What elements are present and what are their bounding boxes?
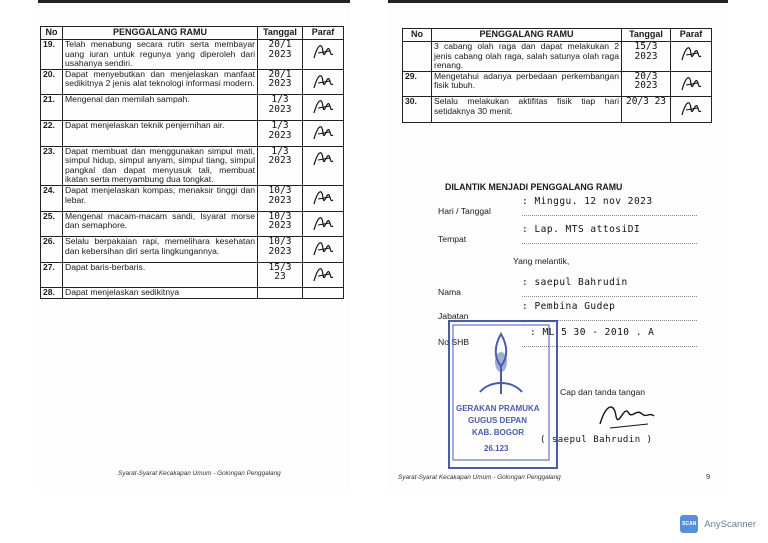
scout-stamp: [448, 320, 558, 469]
header-date: Tanggal: [258, 27, 303, 40]
paraf-signature-icon: [680, 72, 702, 94]
header-sign: Paraf: [671, 29, 712, 42]
header-sign: Paraf: [303, 27, 344, 40]
left-skill-table: [40, 26, 344, 299]
stamp-line-1: GERAKAN PRAMUKA: [456, 404, 540, 413]
row-text: Mengenal dan memilah sampah.: [63, 95, 258, 121]
table-row: [41, 120, 344, 146]
stamp-line-2: GUGUS DEPAN: [468, 416, 527, 425]
row-paraf: [303, 146, 344, 185]
row-date: 1/3 2023: [258, 146, 303, 185]
row-date: 20/1 2023: [258, 40, 303, 70]
row-text: Selalu melakukan aktifitas fisik tiap hari setidaknya 30 menit.: [432, 97, 622, 123]
row-paraf: [303, 40, 344, 70]
row-text: Dapat menyebutkan dan menjelaskan manfaat sedikitnya 2 jenis alat teknologi informasi modern.: [63, 69, 258, 95]
paraf-signature-icon: [312, 121, 334, 143]
right-skill-table: [402, 28, 712, 123]
table-header-row: [403, 29, 712, 42]
date-value: : Minggu. 12 nov 2023: [522, 196, 653, 207]
row-number: [403, 42, 432, 72]
row-paraf: [303, 262, 344, 288]
table-row: [41, 211, 344, 237]
sign-label: Cap dan tanda tangan: [560, 387, 646, 397]
row-paraf: [303, 95, 344, 121]
paraf-signature-icon: [680, 42, 702, 64]
row-text: Mengetahui adanya perbedaan perkembangan fisik tubuh.: [432, 71, 622, 97]
row-date: 20/3 23: [622, 97, 671, 123]
row-paraf: [303, 185, 344, 211]
table-row: [41, 95, 344, 121]
row-text: Dapat menjelaskan kompas, menaksir tinggi dan lebar.: [63, 185, 258, 211]
row-text: Dapat menjelaskan sedikitnya: [63, 288, 258, 299]
row-text: Selalu berpakaian rapi, memelihara kesehatan dan kebersihan diri serta lingkungannya.: [63, 237, 258, 263]
position-label: Jabatan: [438, 311, 469, 321]
row-text: Mengenal macam-macam sandi, Isyarat morse dan semaphore.: [63, 211, 258, 237]
name-line: [522, 296, 697, 297]
paraf-signature-icon: [312, 95, 334, 117]
row-date: 15/3 2023: [622, 42, 671, 72]
row-number: 27.: [41, 262, 63, 288]
row-number: 30.: [403, 97, 432, 123]
stamp-line-3: KAB. BOGOR: [472, 428, 524, 437]
row-paraf: [303, 288, 344, 299]
row-date: 10/3 2023: [258, 185, 303, 211]
paraf-signature-icon: [312, 147, 334, 169]
table-header-row: [41, 27, 344, 40]
row-number: 25.: [41, 211, 63, 237]
scanner-logo-icon: SCAN: [680, 515, 698, 533]
row-number: 20.: [41, 69, 63, 95]
row-number: 28.: [41, 288, 63, 299]
inductor-signature-icon: [596, 398, 656, 432]
table-row: [41, 262, 344, 288]
row-date: 20/3 2023: [622, 71, 671, 97]
scout-emblem-icon: [450, 322, 552, 463]
row-paraf: [671, 71, 712, 97]
row-number: 19.: [41, 40, 63, 70]
paraf-signature-icon: [312, 212, 334, 234]
row-text: Dapat menjelaskan teknik penjernihan air.: [63, 120, 258, 146]
row-text: Dapat baris-berbaris.: [63, 262, 258, 288]
paraf-signature-icon: [312, 237, 334, 259]
signer-name: ( saepul Bahrudin ): [540, 435, 653, 445]
paraf-signature-icon: [312, 186, 334, 208]
row-paraf: [671, 97, 712, 123]
date-label: Hari / Tanggal: [438, 206, 491, 216]
table-row: [41, 288, 344, 299]
row-paraf: [303, 69, 344, 95]
scanner-watermark: [680, 515, 756, 533]
induction-heading: DILANTIK MENJADI PENGGALANG RAMU: [445, 182, 623, 192]
row-paraf: [303, 211, 344, 237]
header-no: No: [403, 29, 432, 42]
row-number: 24.: [41, 185, 63, 211]
left-table-body: [41, 40, 344, 299]
row-text: Dapat membuat dan menggunakan simpul mati, simpul hidup, simpul anyam, simpul tiang, simpul pangkal dan dapat menyusuk tali, membuat ikatan serta menyambung dua tongkat.: [63, 146, 258, 185]
table-row: [403, 97, 712, 123]
top-border: [388, 0, 728, 3]
name-value: : saepul Bahrudin: [522, 277, 628, 288]
place-line: [522, 243, 697, 244]
stamp-line-4: 26.123: [484, 444, 509, 453]
row-number: 22.: [41, 120, 63, 146]
row-paraf: [303, 120, 344, 146]
row-date: [258, 288, 303, 299]
paraf-signature-icon: [312, 263, 334, 285]
row-date: 10/3 2023: [258, 237, 303, 263]
row-date: 15/3 23: [258, 262, 303, 288]
row-number: 21.: [41, 95, 63, 121]
row-date: 1/3 2023: [258, 95, 303, 121]
scanner-watermark-text: AnyScanner: [704, 518, 756, 530]
header-date: Tanggal: [622, 29, 671, 42]
shb-value: : ML 5 30 - 2010 . A: [530, 327, 655, 338]
row-date: 10/3 2023: [258, 211, 303, 237]
row-text: Telah menabung secara rutin serta membayar uang iuran untuk regunya yang diperoleh dari usahanya sendiri.: [63, 40, 258, 70]
row-date: 1/3 2023: [258, 120, 303, 146]
place-label: Tempat: [438, 234, 467, 244]
row-paraf: [303, 237, 344, 263]
table-row: [403, 71, 712, 97]
table-row: [41, 40, 344, 70]
row-text: 3 cabang olah raga dan dapat melakukan 2 jenis cabang olah raga, salah satunya olah raga renang.: [432, 42, 622, 72]
left-footer: Syarat-Syarat Kecakapan Umum - Golongan Penggalang: [118, 470, 281, 477]
header-no: No: [41, 27, 63, 40]
right-footer: Syarat-Syarat Kecakapan Umum - Golongan Penggalang: [398, 474, 561, 481]
table-row: [403, 42, 712, 72]
paraf-signature-icon: [680, 97, 702, 119]
paraf-signature-icon: [312, 40, 334, 62]
table-row: [41, 237, 344, 263]
shb-label: No SHB: [438, 337, 470, 347]
row-number: 29.: [403, 71, 432, 97]
row-date: 20/1 2023: [258, 69, 303, 95]
name-label: Nama: [438, 287, 461, 297]
table-row: [41, 185, 344, 211]
row-number: 26.: [41, 237, 63, 263]
paraf-signature-icon: [312, 70, 334, 92]
inductor-label: Yang melantik,: [513, 256, 570, 266]
right-table-body: [403, 42, 712, 123]
page-number: 9: [706, 472, 711, 481]
position-value: : Pembina Gudep: [522, 301, 616, 312]
table-row: [41, 146, 344, 185]
table-row: [41, 69, 344, 95]
row-paraf: [671, 42, 712, 72]
header-item: PENGGALANG RAMU: [63, 27, 258, 40]
place-value: : Lap. MTS attosiDI: [522, 224, 641, 235]
header-item: PENGGALANG RAMU: [432, 29, 622, 42]
top-border: [38, 0, 350, 3]
row-number: 23.: [41, 146, 63, 185]
date-line: [522, 215, 697, 216]
